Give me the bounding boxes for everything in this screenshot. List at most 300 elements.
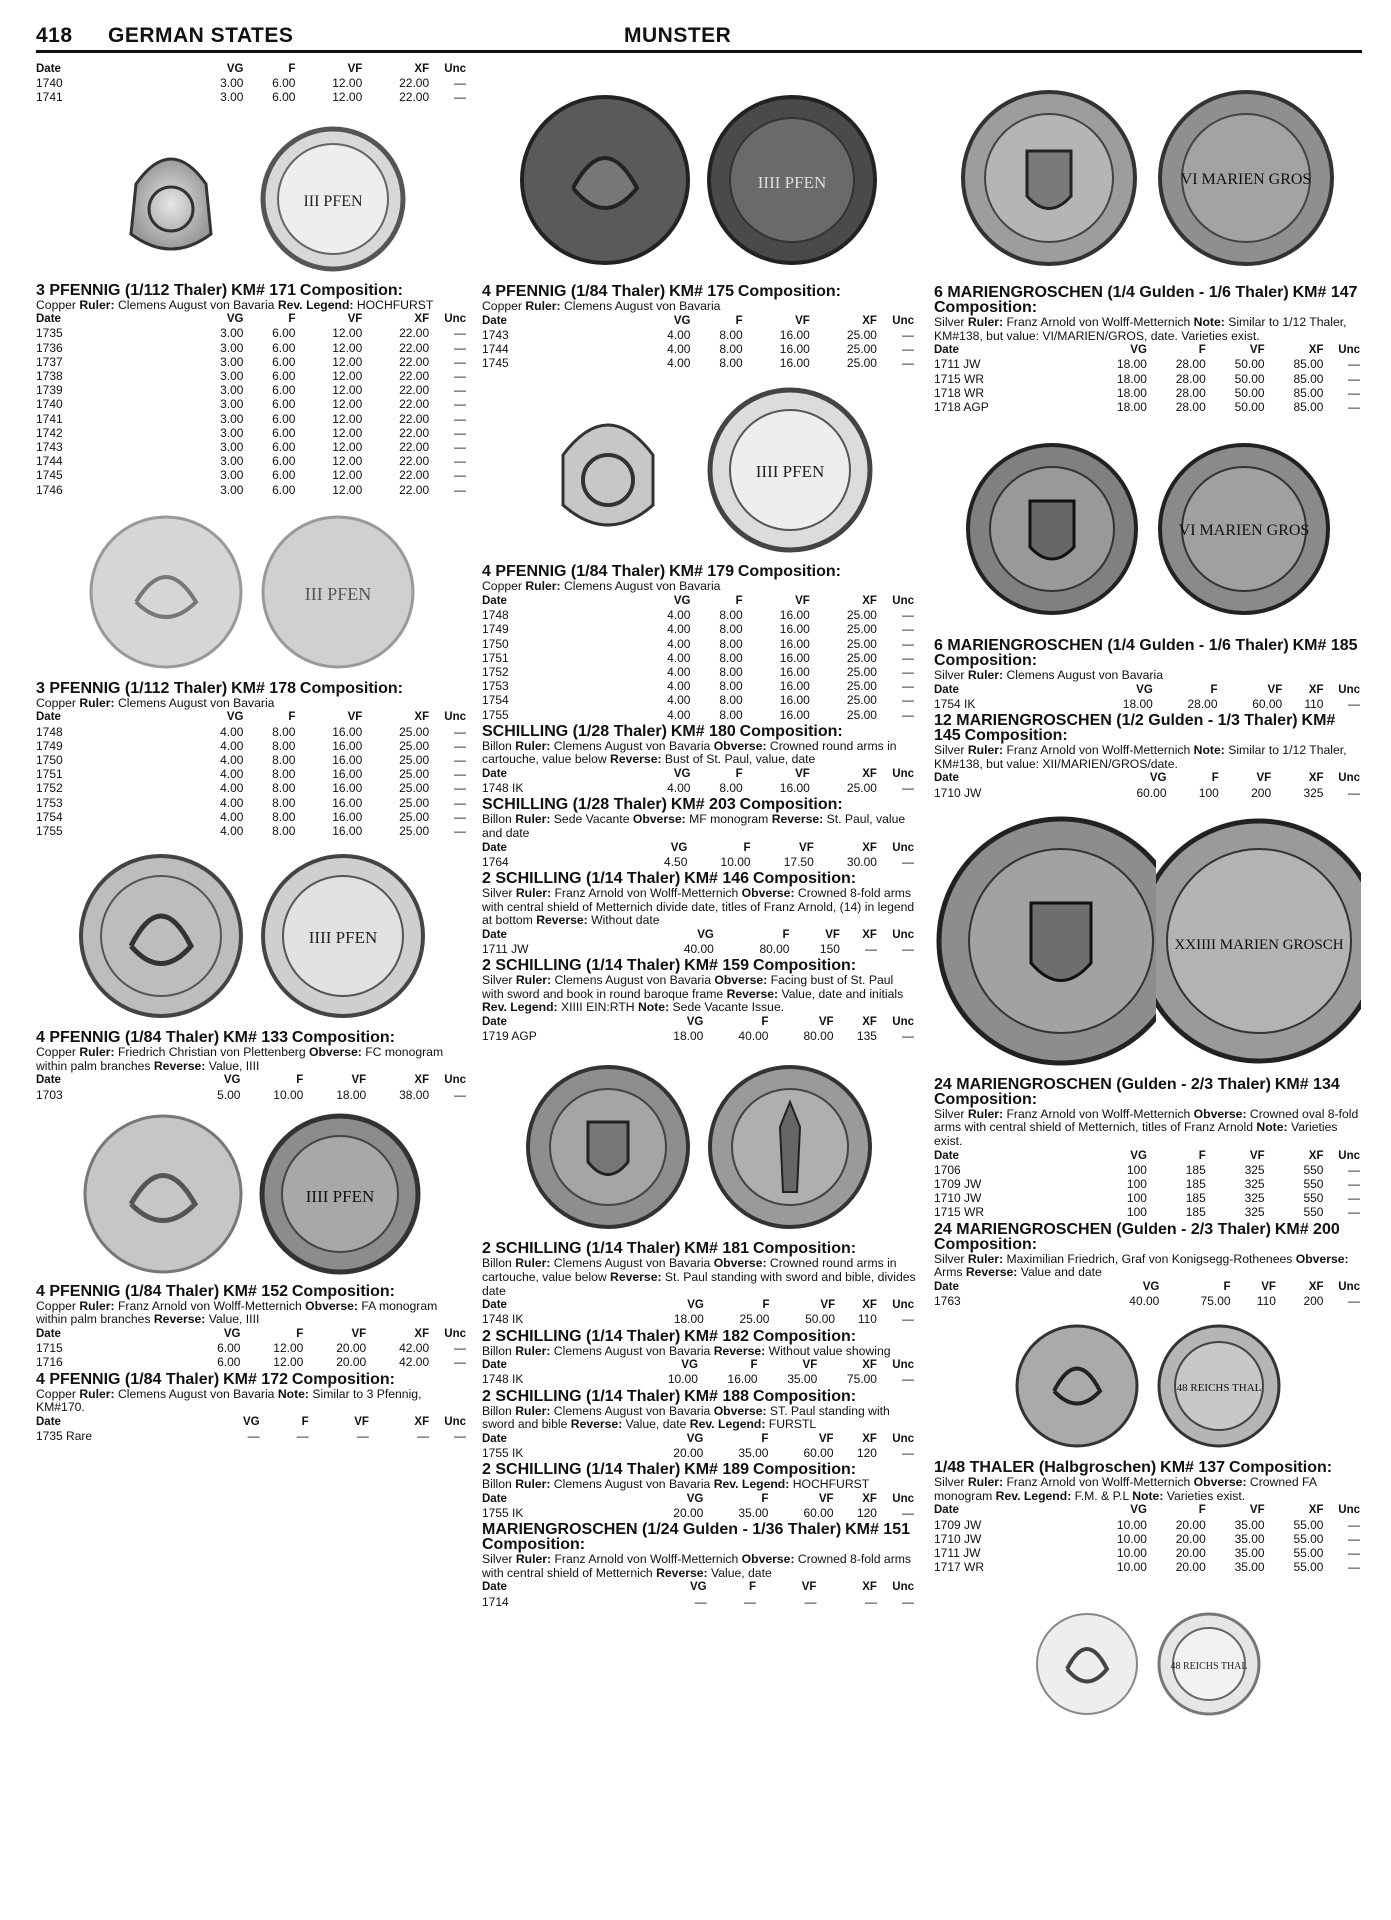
catalog-entry: MARIENGROSCHEN (1/24 Gulden - 1/36 Thaler) KM# 151 Composition: Silver Ruler: Franz Arnold von Wolff-Metternich Obverse: Crowned 8-fold arms with central shield of Metternich Reverse: Value, date Date VG F VF XF Unc 1714 — — — — —: [482, 1521, 914, 1609]
table-cell: 1739: [36, 383, 63, 398]
table-header-row: [36, 1327, 468, 1341]
table-cell: 50.00: [1234, 371, 1265, 386]
page-header: [36, 24, 1362, 53]
entry-heading: 4 PFENNIG (1/84 Thaler): [482, 283, 666, 300]
table-cell: 22.00: [399, 76, 430, 91]
table-cell: —: [454, 326, 466, 341]
table-row: [934, 372, 1362, 386]
table-cell: 12.00: [332, 425, 363, 440]
column-header: Date: [36, 1074, 61, 1087]
value-table: [482, 767, 916, 795]
catalog-entry: 4 PFENNIG (1/84 Thaler) KM# 179 Composition: Copper Ruler: Clemens August von Bavaria Date VG F VF XF Unc 1748 4.00 8.00 16.00 25.00 — 1749 4.00 8.00 16.00 25.00 — 1750 4.00 8.00 16.00 25.00 — 1751 4.00 8.00 16.00 25.00 — 1752 4.00 8.00 16.00 25.00 — 1753 4.00 8.00 16.00 25.00 — 1754 4.00 8.00 16.00 25.00 — 1755 4.00 8.00 16.00 25.00 —: [482, 563, 914, 722]
column-header: XF: [862, 314, 877, 327]
table-cell: —: [1348, 785, 1360, 800]
km-number: KM# 179: [669, 563, 734, 581]
entry-heading: 2 SCHILLING (1/14 Thaler): [482, 1387, 681, 1405]
column-header: Unc: [892, 314, 914, 327]
table-cell: —: [902, 650, 914, 665]
table-cell: —: [1348, 371, 1360, 386]
table-cell: 28.00: [1175, 385, 1206, 400]
table-cell: 6.00: [272, 340, 296, 355]
table-cell: 1751: [36, 767, 63, 782]
column-header: VF: [1249, 1504, 1265, 1517]
table-cell: 3.00: [220, 425, 244, 440]
table-row: [36, 767, 468, 781]
table-cell: —: [1348, 1560, 1360, 1575]
table-row: [36, 76, 468, 90]
column-header: Unc: [444, 63, 466, 75]
coin-lettering: III PFEN: [304, 583, 372, 604]
table-row: [934, 1163, 1362, 1177]
coin-obverse-image: [962, 439, 1142, 619]
coin-obverse-image: [81, 1112, 246, 1277]
table-cell: 16.00: [779, 636, 810, 651]
table-cell: 16.00: [779, 707, 810, 722]
entry-description: Silver Ruler: Franz Arnold von Wolff-Metternich Obverse: Crowned oval 8-fold arms with central shield of Metternich, titles of Franz Arnold Note: Varieties exist.: [934, 1106, 1359, 1148]
column-header: VG: [1142, 1280, 1160, 1293]
column-3: [934, 62, 1362, 1728]
table-cell: 1706: [934, 1162, 961, 1177]
table-cell: 50.00: [1234, 357, 1265, 372]
column-header: VF: [1267, 683, 1283, 696]
table-cell: 325: [1303, 785, 1324, 800]
table-cell: 28.00: [1187, 697, 1218, 711]
table-cell: 8.00: [719, 781, 743, 796]
table-header-row: [934, 1280, 1362, 1294]
column-header: F: [1198, 1149, 1206, 1162]
column-header: XF: [1308, 344, 1324, 357]
table-cell: 4.00: [220, 724, 244, 739]
table-cell: 35.00: [787, 1372, 818, 1387]
column-header: F: [750, 1359, 758, 1372]
table-cell: 1748 IK: [482, 1312, 524, 1327]
coin-obverse-image: [86, 512, 246, 672]
table-row: [36, 326, 468, 340]
table-cell: 1755: [36, 824, 63, 839]
value-table: [482, 1492, 916, 1520]
table-cell: 35.00: [1234, 1560, 1265, 1575]
column-2: [482, 62, 916, 1611]
table-cell: 18.00: [673, 1029, 704, 1044]
table-cell: 3.00: [220, 90, 244, 105]
column-header: VF: [347, 313, 363, 326]
table-row: [36, 824, 468, 838]
table-row: [36, 483, 468, 497]
table-cell: 1752: [482, 665, 509, 680]
table-cell: 16.00: [727, 1372, 758, 1387]
table-row: [934, 1532, 1362, 1546]
table-cell: 22.00: [399, 482, 430, 497]
table-cell: 1745: [36, 468, 63, 483]
table-cell: 1748: [482, 608, 509, 623]
table-cell: 20.00: [1175, 1517, 1206, 1532]
table-cell: 30.00: [846, 854, 877, 869]
column-header: VG: [1130, 344, 1147, 357]
coin-images: [482, 80, 916, 280]
table-cell: —: [1348, 1205, 1360, 1220]
table-cell: 1753: [36, 795, 63, 810]
table-cell: 85.00: [1293, 371, 1324, 386]
table-cell: 1718 WR: [934, 385, 985, 400]
table-cell: —: [743, 1594, 756, 1609]
value-table: [482, 1015, 916, 1043]
table-cell: 3.00: [220, 397, 244, 412]
table-cell: 1719 AGP: [482, 1029, 537, 1044]
table-cell: 22.00: [399, 397, 430, 412]
column-header: Date: [36, 1415, 61, 1428]
table-header-row: [482, 1358, 916, 1372]
table-cell: 1754: [482, 693, 509, 708]
table-cell: 4.00: [220, 738, 244, 753]
column-header: F: [288, 711, 296, 724]
table-cell: 6.00: [272, 383, 296, 398]
table-cell: 1754 IK: [934, 697, 976, 711]
table-cell: 185: [1185, 1162, 1206, 1177]
table-cell: 3.00: [220, 411, 244, 426]
table-cell: —: [902, 942, 914, 956]
table-cell: 16.00: [779, 650, 810, 665]
table-cell: —: [454, 724, 466, 739]
table-cell: 1738: [36, 369, 63, 384]
column-header: Unc: [892, 928, 914, 941]
column-header: VF: [818, 1492, 834, 1505]
catalog-entry: 24 MARIENGROSCHEN (Gulden - 2/3 Thaler) KM# 200 Composition: Silver Ruler: Maximilian Friedrich, Graf von Konigsegg-Rothenees Obverse: Arms Reverse: Value and date Date VG F VF XF Unc 1763 40.00 75.00 110 200 —: [934, 1220, 1360, 1308]
value-table: [482, 1358, 916, 1386]
table-cell: 4.50: [664, 854, 688, 869]
column-header: Unc: [1338, 1149, 1360, 1162]
km-number: KM# 175: [669, 283, 734, 300]
coin-images: [934, 808, 1362, 1073]
entry-heading: 6 MARIENGROSCHEN (1/4 Gulden - 1/6 Thaler): [934, 284, 1289, 301]
coin-obverse-image: [936, 813, 1156, 1068]
entry-heading: 1/48 THALER (Halbgroschen): [934, 1459, 1157, 1477]
column-header: VG: [686, 1432, 704, 1445]
entry-heading: MARIENGROSCHEN (1/24 Gulden - 1/36 Thaler): [482, 1521, 842, 1539]
table-cell: 1748 IK: [482, 1372, 524, 1387]
table-cell: 100: [1126, 1205, 1147, 1220]
column-header: XF: [862, 595, 877, 607]
catalog-entry: 4 PFENNIG (1/84 Thaler) KM# 175 Composition: Copper Ruler: Clemens August von Bavaria Date VG F VF XF Unc 1743 4.00 8.00 16.00 25.00 — 1744 4.00 8.00 16.00 25.00 — 1745 4.00 8.00 16.00 25.00 —: [482, 283, 914, 371]
table-cell: 10.00: [1116, 1560, 1147, 1575]
column-header: F: [1198, 1504, 1206, 1517]
table-cell: 20.00: [1175, 1560, 1206, 1575]
column-header: VF: [801, 1581, 817, 1594]
catalog-entry: 3 PFENNIG (1/112 Thaler) KM# 178 Composition: Copper Ruler: Clemens August von Bavaria Date VG F VF XF Unc 1748 4.00 8.00 16.00 25.00 — 1749 4.00 8.00 16.00 25.00 — 1750 4.00 8.00 16.00 25.00 — 1751 4.00 8.00 16.00 25.00 — 1752 4.00 8.00 16.00 25.00 — 1753 4.00 8.00 16.00 25.00 — 1754 4.00 8.00 16.00 25.00 — 1755 4.00 8.00 16.00 25.00 —: [36, 679, 466, 839]
table-cell: 1711 JW: [934, 357, 981, 372]
table-cell: 25.00: [399, 809, 430, 824]
column-header: Date: [482, 841, 507, 854]
column-header: VF: [795, 595, 810, 607]
table-cell: —: [454, 397, 466, 412]
entry-heading: SCHILLING (1/28 Thaler): [482, 722, 667, 740]
coin-lettering: IIII PFEN: [755, 462, 825, 482]
entry-heading: 4 PFENNIG (1/84 Thaler): [36, 1029, 220, 1047]
catalog-entry: 1/48 THALER (Halbgroschen) KM# 137 Composition: Silver Ruler: Franz Arnold von Wolff-Metternich Obverse: Crowned FA monogram Rev. Legend: F.M. & P.L Note: Varieties exist. Date VG F VF XF Unc 1709 JW 10.00 20.00 35.00 55.00 — 1710 JW 10.00 20.00 35.00 55.00 — 1711 JW 10.00 20.00 35.00 55.00 — 1717 WR 10.00 20.00 35.00 55.00 —: [934, 1459, 1360, 1575]
table-cell: 10.00: [273, 1087, 304, 1102]
table-header-row: [36, 62, 468, 76]
table-cell: 6.00: [217, 1341, 241, 1356]
table-row: [482, 693, 916, 707]
coin-lettering: VI MARIEN GROS: [1180, 171, 1312, 188]
column-header: VG: [681, 1359, 698, 1372]
catalog-entry: 2 SCHILLING (1/14 Thaler) KM# 181 Composition: Billon Ruler: Clemens August von Bavaria Obverse: Crowned round arms in cartouche, value below Reverse: St. Paul standing with sword and bible, divides date Date VG F VF XF Unc 1748 IK 18.00 25.00 50.00 110 —: [482, 1240, 916, 1327]
table-cell: 35.00: [738, 1445, 769, 1460]
value-table: [482, 314, 916, 371]
table-cell: —: [454, 76, 466, 91]
table-cell: 22.00: [399, 440, 430, 455]
table-cell: 22.00: [399, 369, 430, 384]
table-cell: —: [1348, 1176, 1360, 1191]
table-cell: 1743: [482, 327, 509, 342]
table-cell: 20.00: [673, 1505, 704, 1520]
table-cell: 16.00: [779, 622, 810, 637]
column-header: F: [288, 313, 296, 326]
table-cell: 55.00: [1293, 1545, 1324, 1560]
column-header: F: [296, 1074, 304, 1087]
catalog-entry: 6 MARIENGROSCHEN (1/4 Gulden - 1/6 Thaler) KM# 185 Composition: Silver Ruler: Clemens August von Bavaria Date VG F VF XF Unc 1754 IK 18.00 28.00 60.00 110 —: [934, 637, 1360, 711]
table-cell: —: [804, 1594, 817, 1609]
table-cell: —: [1348, 1293, 1360, 1308]
table-cell: 22.00: [399, 425, 430, 440]
column-header: Date: [36, 1328, 61, 1341]
table-cell: 85.00: [1293, 385, 1324, 400]
table-row: [36, 90, 468, 104]
table-row: [36, 1341, 468, 1355]
table-cell: 16.00: [779, 693, 810, 708]
table-cell: 8.00: [719, 342, 743, 356]
column-header: VF: [1249, 1149, 1265, 1162]
table-cell: 8.00: [272, 809, 296, 824]
column-header: Unc: [1338, 772, 1360, 785]
table-cell: 8.00: [719, 665, 743, 680]
coin-reverse-image: [1154, 86, 1339, 271]
table-cell: —: [454, 1429, 466, 1444]
column-header: XF: [862, 1015, 877, 1028]
column-header: F: [782, 928, 790, 941]
value-table: [36, 710, 468, 838]
column-header: VF: [1261, 1280, 1276, 1293]
column-header: Unc: [1338, 683, 1360, 696]
table-row: [36, 468, 468, 482]
coin-obverse-image: [96, 124, 246, 274]
table-cell: 1709 JW: [934, 1517, 982, 1532]
column-header: XF: [862, 768, 877, 781]
column-header: XF: [862, 1581, 877, 1594]
table-row: [934, 386, 1362, 400]
table-cell: 5.00: [217, 1087, 241, 1102]
km-number: KM# 178: [231, 679, 296, 697]
table-cell: 18.00: [1116, 371, 1147, 386]
table-cell: 1763: [934, 1293, 961, 1308]
table-row: [482, 1506, 916, 1520]
table-cell: 6.00: [272, 440, 296, 455]
table-cell: 8.00: [719, 679, 743, 694]
column-header: VF: [347, 63, 363, 75]
table-cell: 25.00: [399, 753, 430, 768]
table-cell: 1710 JW: [934, 785, 982, 800]
table-cell: 550: [1303, 1191, 1324, 1206]
table-cell: 8.00: [719, 707, 743, 722]
table-cell: 20.00: [336, 1341, 367, 1356]
column-header: VG: [1130, 1149, 1147, 1162]
table-cell: 4.00: [220, 795, 244, 810]
column-header: Unc: [892, 1432, 914, 1445]
table-cell: —: [864, 1594, 877, 1609]
table-cell: —: [864, 942, 877, 956]
km-number: KM# 181: [684, 1240, 750, 1258]
coin-lettering: IIII PFEN: [305, 1187, 375, 1207]
table-cell: —: [902, 679, 914, 694]
column-header: VF: [825, 928, 840, 941]
table-cell: 3.00: [220, 369, 244, 384]
table-cell: 35.00: [738, 1505, 769, 1520]
table-cell: 8.00: [719, 608, 743, 623]
column-header: F: [1211, 772, 1219, 785]
table-cell: 16.00: [779, 342, 810, 356]
value-table: [36, 1415, 468, 1443]
coin-images: [934, 1316, 1362, 1456]
column-header: XF: [414, 63, 430, 75]
coin-obverse-image: [957, 86, 1142, 271]
column-header: Date: [934, 772, 959, 785]
table-row: [482, 328, 916, 342]
table-cell: 25.00: [846, 636, 877, 651]
column-header: Date: [934, 683, 959, 696]
table-cell: 1745: [482, 356, 509, 371]
column-header: XF: [414, 1328, 430, 1341]
table-cell: 135: [856, 1029, 877, 1044]
column-header: F: [735, 768, 743, 781]
km-number: KM# 188: [684, 1387, 750, 1405]
table-cell: 35.00: [1234, 1545, 1265, 1560]
column-header: Date: [482, 314, 507, 327]
table-cell: —: [454, 440, 466, 455]
value-table: [934, 343, 1362, 414]
column-header: F: [735, 595, 743, 607]
table-cell: —: [296, 1429, 309, 1444]
entry-heading: 2 SCHILLING (1/14 Thaler): [482, 957, 681, 975]
table-cell: 8.00: [272, 724, 296, 739]
entry-heading: 2 SCHILLING (1/14 Thaler): [482, 1327, 681, 1345]
column-header: Date: [482, 1015, 507, 1028]
table-cell: 16.00: [332, 809, 363, 824]
column-header: Date: [482, 1299, 507, 1312]
table-cell: 120: [856, 1445, 877, 1460]
table-cell: —: [902, 356, 914, 371]
column-header: XF: [414, 1074, 430, 1087]
table-cell: 28.00: [1175, 371, 1206, 386]
table-row: [36, 412, 468, 426]
table-header-row: [482, 767, 916, 781]
table-cell: 50.00: [1234, 400, 1265, 414]
table-cell: 1746: [36, 482, 63, 497]
table-cell: 8.00: [719, 327, 743, 342]
table-cell: 1748: [36, 724, 63, 739]
table-row: [482, 855, 916, 869]
column-header: XF: [1308, 1149, 1324, 1162]
entry-heading: 3 PFENNIG (1/112 Thaler): [36, 281, 228, 299]
table-cell: 18.00: [1116, 385, 1147, 400]
table-cell: 20.00: [1175, 1531, 1206, 1546]
table-header-row: [934, 771, 1362, 785]
coin-images: [934, 1604, 1362, 1724]
table-cell: —: [1348, 400, 1360, 414]
table-cell: 12.00: [332, 440, 363, 455]
table-row: [36, 810, 468, 824]
table-cell: 4.00: [667, 707, 691, 722]
table-cell: 16.00: [332, 724, 363, 739]
table-cell: 22.00: [399, 411, 430, 426]
table-cell: 16.00: [779, 608, 810, 623]
entry-heading: 4 PFENNIG (1/84 Thaler): [36, 1282, 220, 1300]
table-cell: 6.00: [272, 397, 296, 412]
table-cell: 1750: [482, 636, 509, 651]
table-cell: 12.00: [332, 482, 363, 497]
table-cell: —: [1348, 1531, 1360, 1546]
column-header: Unc: [444, 1328, 466, 1341]
table-header-row: [482, 1298, 916, 1312]
table-row: [36, 739, 468, 753]
column-header: XF: [862, 928, 877, 941]
value-table: [36, 1327, 468, 1370]
column-header: VF: [820, 1299, 836, 1312]
entry-description: Silver Ruler: Clemens August von Bavaria: [934, 668, 1163, 683]
table-cell: 1741: [36, 411, 63, 426]
table-cell: 3.00: [220, 340, 244, 355]
table-cell: 10.00: [1116, 1545, 1147, 1560]
column-header: XF: [1308, 772, 1324, 785]
column-header: XF: [862, 1359, 877, 1372]
column-header: Unc: [892, 1359, 914, 1372]
column-header: VG: [673, 768, 691, 781]
table-header-row: [482, 1015, 916, 1029]
table-cell: 6.00: [272, 369, 296, 384]
table-cell: 8.00: [272, 824, 296, 839]
table-cell: 25.00: [846, 327, 877, 342]
table-cell: —: [902, 622, 914, 637]
km-number: KM# 159: [684, 957, 750, 975]
table-cell: 1750: [36, 753, 63, 768]
entry-description: Billon Ruler: Sede Vacante Obverse: MF monogram Reverse: St. Paul, value and date: [482, 812, 906, 841]
value-table: [934, 1149, 1362, 1220]
coin-reverse-image: [705, 1062, 875, 1232]
table-cell: —: [454, 482, 466, 497]
table-cell: 12.00: [273, 1355, 304, 1370]
column-header: Date: [482, 928, 507, 941]
column-header: VG: [1130, 1504, 1147, 1517]
entry-description: Silver Ruler: Maximilian Friedrich, Graf von Konigsegg-Rothenees Obverse: Arms Reverse: Value and date: [934, 1251, 1349, 1280]
table-cell: 25.00: [739, 1312, 770, 1327]
coin-images: [36, 507, 468, 677]
table-cell: 100: [1126, 1176, 1147, 1191]
value-table: [934, 1503, 1362, 1574]
km-number: KM# 171: [231, 281, 296, 299]
table-cell: 1715 WR: [934, 371, 985, 386]
table-cell: —: [454, 454, 466, 469]
column-header: VF: [354, 1415, 369, 1428]
table-cell: 6.00: [272, 411, 296, 426]
table-cell: —: [417, 1429, 430, 1444]
table-row: [482, 637, 916, 651]
table-cell: 1741: [36, 90, 63, 105]
column-header: Date: [934, 1504, 959, 1517]
table-cell: 8.00: [272, 781, 296, 796]
table-cell: 40.00: [683, 942, 714, 956]
coin-reverse-image: [1156, 813, 1361, 1068]
table-header-row: [934, 343, 1362, 357]
column-header: Date: [934, 1280, 959, 1293]
table-cell: 4.00: [667, 327, 691, 342]
